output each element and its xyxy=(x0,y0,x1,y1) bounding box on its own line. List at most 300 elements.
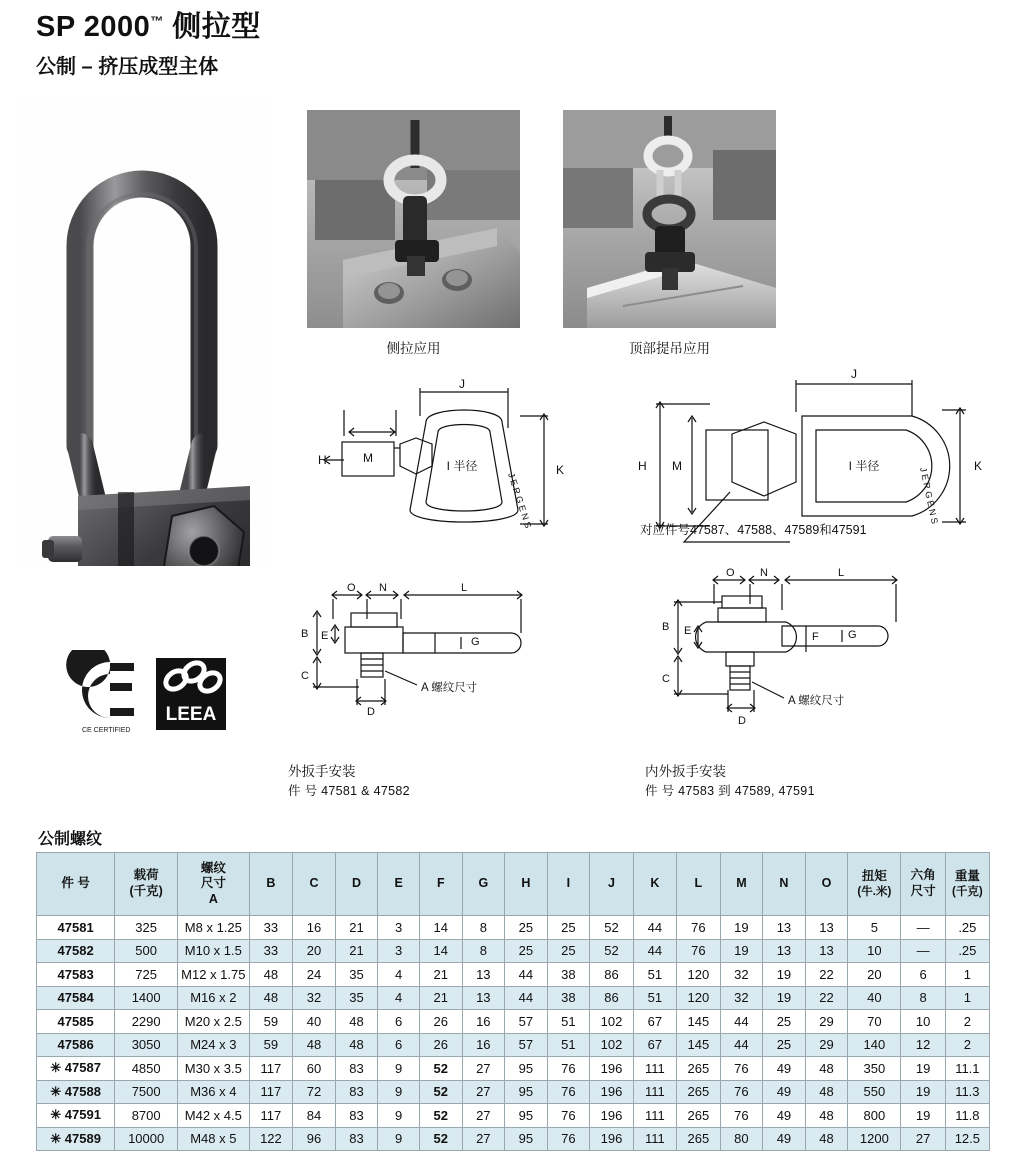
col-header-weight xyxy=(945,853,989,916)
dim-label-F: F xyxy=(812,631,819,643)
col-header-N: N xyxy=(763,853,806,916)
cell-K: 44 xyxy=(633,916,676,940)
col-header-I: I xyxy=(547,853,590,916)
cell-H: 25 xyxy=(505,939,548,963)
cell-E: 9 xyxy=(378,1127,420,1151)
cell-weight: 1 xyxy=(945,963,989,987)
cell-G: 27 xyxy=(462,1104,505,1128)
cell-E: 4 xyxy=(378,963,420,987)
ce-certified-text: CE CERTIFIED xyxy=(82,727,131,734)
diagram-side-view-large xyxy=(610,560,930,730)
application-photo-top-lift xyxy=(563,110,776,328)
cell-H: 44 xyxy=(505,986,548,1010)
cell-J: 86 xyxy=(590,963,634,987)
col-header-C: C xyxy=(293,853,336,916)
cell-L: 120 xyxy=(677,986,721,1010)
dim-label-O: O xyxy=(347,582,356,594)
dim-label-G: G xyxy=(471,636,480,648)
cell-D: 83 xyxy=(335,1104,378,1128)
cell-load: 10000 xyxy=(115,1127,178,1151)
cell-I: 51 xyxy=(547,1010,590,1034)
diagram-caption-left-line1: 外扳手安装 xyxy=(288,764,356,779)
cell-K: 67 xyxy=(633,1033,676,1057)
cell-hex: — xyxy=(901,916,945,940)
cell-N: 49 xyxy=(763,1127,806,1151)
dim-label-L: L xyxy=(838,567,845,579)
cell-O: 29 xyxy=(805,1010,848,1034)
cell-C: 40 xyxy=(293,1010,336,1034)
cell-I: 51 xyxy=(547,1033,590,1057)
cell-D: 48 xyxy=(335,1010,378,1034)
cell-I: 76 xyxy=(547,1080,590,1104)
cell-H: 95 xyxy=(505,1080,548,1104)
cell-part-number: 47586 xyxy=(37,1033,115,1057)
table-row xyxy=(37,1104,990,1128)
cell-F: 14 xyxy=(419,916,462,940)
cell-L: 76 xyxy=(677,916,721,940)
cell-O: 48 xyxy=(805,1127,848,1151)
cell-B: 33 xyxy=(249,916,293,940)
cell-weight: 11.8 xyxy=(945,1104,989,1128)
dim-label-J: J xyxy=(459,377,465,391)
cell-part-number: ✳ 47588 xyxy=(37,1080,115,1104)
cell-G: 16 xyxy=(462,1010,505,1034)
cell-L: 265 xyxy=(677,1104,721,1128)
certification-logos xyxy=(52,650,232,740)
cell-M: 19 xyxy=(720,916,763,940)
cell-load: 1400 xyxy=(115,986,178,1010)
col-header-F: F xyxy=(419,853,462,916)
dim-label-I-radius: I 半径 xyxy=(848,459,880,473)
cell-M: 76 xyxy=(720,1080,763,1104)
table-row xyxy=(37,963,990,987)
cell-N: 13 xyxy=(763,939,806,963)
application-photo-2-caption: 顶部提吊应用 xyxy=(629,341,710,356)
cell-F: 21 xyxy=(419,986,462,1010)
cell-thread: M30 x 3.5 xyxy=(178,1057,250,1081)
cell-G: 27 xyxy=(462,1057,505,1081)
cell-hex: 8 xyxy=(901,986,945,1010)
cell-L: 76 xyxy=(677,939,721,963)
cell-B: 48 xyxy=(249,963,293,987)
product-subtitle: 公制 – 挤压成型主体 xyxy=(36,55,219,78)
col-header-M: M xyxy=(720,853,763,916)
cell-M: 19 xyxy=(720,939,763,963)
cell-load: 7500 xyxy=(115,1080,178,1104)
cell-hex: 10 xyxy=(901,1010,945,1034)
cell-part-number: 47583 xyxy=(37,963,115,987)
cell-N: 25 xyxy=(763,1033,806,1057)
table-row xyxy=(37,916,990,940)
col-header-L: L xyxy=(677,853,721,916)
col-header-thread-l2: 尺寸 xyxy=(200,876,226,891)
dim-label-D: D xyxy=(738,715,746,727)
cell-H: 95 xyxy=(505,1127,548,1151)
cell-N: 25 xyxy=(763,1010,806,1034)
spec-table xyxy=(36,852,990,1151)
cell-F: 21 xyxy=(419,963,462,987)
spec-table-body xyxy=(37,916,990,1151)
dim-label-A-thread: A 螺纹尺寸 xyxy=(788,695,845,707)
cell-L: 265 xyxy=(677,1127,721,1151)
cell-J: 102 xyxy=(590,1010,634,1034)
cell-thread: M12 x 1.75 xyxy=(178,963,250,987)
dim-label-B: B xyxy=(662,621,670,633)
dim-label-N: N xyxy=(379,582,387,594)
dim-label-I-radius: I 半径 xyxy=(446,459,478,473)
cell-O: 13 xyxy=(805,916,848,940)
cell-load: 325 xyxy=(115,916,178,940)
brand-mark-jergens: J E R G E N S xyxy=(918,466,940,525)
application-photo-1-caption: 侧拉应用 xyxy=(386,341,441,356)
cell-M: 76 xyxy=(720,1104,763,1128)
cell-K: 51 xyxy=(633,986,676,1010)
cell-M: 44 xyxy=(720,1010,763,1034)
cell-torque: 10 xyxy=(848,939,901,963)
cell-F: 52 xyxy=(419,1104,462,1128)
cell-N: 19 xyxy=(763,963,806,987)
cell-weight: 1 xyxy=(945,986,989,1010)
dim-label-M: M xyxy=(672,459,682,473)
cell-D: 21 xyxy=(335,939,378,963)
cell-I: 25 xyxy=(547,916,590,940)
dim-label-C: C xyxy=(662,673,670,685)
cell-C: 24 xyxy=(293,963,336,987)
spec-table-wrapper xyxy=(36,852,990,1151)
product-title: SP 2000 xyxy=(36,11,151,43)
col-header-weight-l1: 重量 xyxy=(954,869,980,883)
cell-G: 13 xyxy=(462,963,505,987)
cell-E: 4 xyxy=(378,986,420,1010)
cell-part-number: ✳ 47591 xyxy=(37,1104,115,1128)
cell-F: 26 xyxy=(419,1033,462,1057)
cell-O: 29 xyxy=(805,1033,848,1057)
cell-B: 48 xyxy=(249,986,293,1010)
table-row xyxy=(37,1127,990,1151)
cell-load: 4850 xyxy=(115,1057,178,1081)
cell-E: 3 xyxy=(378,916,420,940)
cell-G: 13 xyxy=(462,986,505,1010)
cell-H: 95 xyxy=(505,1104,548,1128)
cell-N: 49 xyxy=(763,1104,806,1128)
col-header-K: K xyxy=(633,853,676,916)
cell-H: 25 xyxy=(505,916,548,940)
cell-part-number: ✳ 47589 xyxy=(37,1127,115,1151)
cell-J: 196 xyxy=(590,1057,634,1081)
cell-I: 76 xyxy=(547,1104,590,1128)
cell-B: 117 xyxy=(249,1057,293,1081)
cell-weight: .25 xyxy=(945,916,989,940)
cell-K: 51 xyxy=(633,963,676,987)
cell-D: 83 xyxy=(335,1127,378,1151)
cell-J: 102 xyxy=(590,1033,634,1057)
col-header-part-number-l1: 件 号 xyxy=(61,876,90,891)
cell-J: 196 xyxy=(590,1104,634,1128)
cell-thread: M16 x 2 xyxy=(178,986,250,1010)
cell-K: 111 xyxy=(633,1080,676,1104)
cell-O: 48 xyxy=(805,1080,848,1104)
cell-G: 27 xyxy=(462,1127,505,1151)
cell-hex: — xyxy=(901,939,945,963)
cell-weight: 11.1 xyxy=(945,1057,989,1081)
table-row xyxy=(37,1033,990,1057)
col-header-weight-l2: (千克) xyxy=(952,885,983,898)
cell-E: 9 xyxy=(378,1057,420,1081)
cell-hex: 19 xyxy=(901,1080,945,1104)
cell-part-number: 47585 xyxy=(37,1010,115,1034)
cell-C: 48 xyxy=(293,1033,336,1057)
cell-I: 76 xyxy=(547,1057,590,1081)
cell-F: 52 xyxy=(419,1127,462,1151)
cell-E: 9 xyxy=(378,1104,420,1128)
cell-K: 111 xyxy=(633,1127,676,1151)
cell-L: 145 xyxy=(677,1033,721,1057)
table-row xyxy=(37,1057,990,1081)
cell-torque: 550 xyxy=(848,1080,901,1104)
cell-J: 196 xyxy=(590,1080,634,1104)
table-row xyxy=(37,1080,990,1104)
diagram-front-view-small xyxy=(280,370,570,550)
cell-weight: 12.5 xyxy=(945,1127,989,1151)
cell-E: 3 xyxy=(378,939,420,963)
diagram-caption-right-line2: 件 号 47583 到 47589, 47591 xyxy=(645,784,815,799)
diagram-caption-left-line2: 件 号 47581 & 47582 xyxy=(288,784,410,799)
cell-load: 500 xyxy=(115,939,178,963)
cell-H: 57 xyxy=(505,1033,548,1057)
cell-J: 52 xyxy=(590,939,634,963)
application-photo-side-pull xyxy=(307,110,520,328)
cell-load: 2290 xyxy=(115,1010,178,1034)
cell-L: 145 xyxy=(677,1010,721,1034)
cell-D: 35 xyxy=(335,986,378,1010)
cell-torque: 140 xyxy=(848,1033,901,1057)
cell-M: 32 xyxy=(720,963,763,987)
diagram-caption-right-line1: 内外扳手安装 xyxy=(645,764,726,779)
cell-load: 725 xyxy=(115,963,178,987)
col-header-hex-l1: 六角 xyxy=(910,868,936,883)
cell-I: 38 xyxy=(547,963,590,987)
col-header-part-number xyxy=(37,853,115,916)
col-header-thread-size xyxy=(178,853,250,916)
cell-D: 35 xyxy=(335,963,378,987)
cell-B: 122 xyxy=(249,1127,293,1151)
dim-label-A-thread: A 螺纹尺寸 xyxy=(421,682,478,694)
cell-L: 265 xyxy=(677,1057,721,1081)
diagram-caption-right xyxy=(645,762,815,801)
table-row xyxy=(37,986,990,1010)
dim-label-J: J xyxy=(851,367,857,381)
cell-C: 96 xyxy=(293,1127,336,1151)
cell-E: 9 xyxy=(378,1080,420,1104)
cell-J: 52 xyxy=(590,916,634,940)
cell-thread: M8 x 1.25 xyxy=(178,916,250,940)
col-header-O: O xyxy=(805,853,848,916)
col-header-thread-l1: 螺纹 xyxy=(200,860,226,875)
dim-label-E: E xyxy=(684,625,692,637)
cell-L: 120 xyxy=(677,963,721,987)
cell-G: 8 xyxy=(462,916,505,940)
cell-torque: 5 xyxy=(848,916,901,940)
cell-O: 13 xyxy=(805,939,848,963)
cell-torque: 350 xyxy=(848,1057,901,1081)
spec-table-header-row xyxy=(37,853,990,916)
cell-N: 49 xyxy=(763,1080,806,1104)
cell-E: 6 xyxy=(378,1033,420,1057)
table-row xyxy=(37,939,990,963)
brand-mark-jergens: J E R G E N S xyxy=(506,471,534,530)
dim-label-D: D xyxy=(367,706,375,718)
dim-label-N: N xyxy=(760,567,768,579)
col-header-torque xyxy=(848,853,901,916)
cell-weight: .25 xyxy=(945,939,989,963)
spec-table-title: 公制螺纹 xyxy=(38,831,103,848)
cell-N: 19 xyxy=(763,986,806,1010)
cell-B: 33 xyxy=(249,939,293,963)
dim-label-H: H xyxy=(318,453,327,467)
cell-F: 14 xyxy=(419,939,462,963)
leea-logo-text: LEEA xyxy=(165,704,217,725)
cell-L: 265 xyxy=(677,1080,721,1104)
col-header-G: G xyxy=(462,853,505,916)
cell-C: 60 xyxy=(293,1057,336,1081)
col-header-hex-size xyxy=(901,853,945,916)
dim-label-E: E xyxy=(321,630,329,642)
cell-C: 20 xyxy=(293,939,336,963)
cell-K: 111 xyxy=(633,1057,676,1081)
cell-J: 196 xyxy=(590,1127,634,1151)
cell-H: 44 xyxy=(505,963,548,987)
cell-K: 111 xyxy=(633,1104,676,1128)
cell-part-number: 47582 xyxy=(37,939,115,963)
cell-I: 25 xyxy=(547,939,590,963)
col-header-load-l2: (千克) xyxy=(129,884,163,898)
cell-O: 48 xyxy=(805,1057,848,1081)
table-row xyxy=(37,1010,990,1034)
cell-thread: M24 x 3 xyxy=(178,1033,250,1057)
cell-F: 26 xyxy=(419,1010,462,1034)
cell-thread: M42 x 4.5 xyxy=(178,1104,250,1128)
dim-label-M: M xyxy=(363,451,373,465)
product-title-suffix: 侧拉型 xyxy=(172,11,261,43)
cell-C: 84 xyxy=(293,1104,336,1128)
cell-thread: M36 x 4 xyxy=(178,1080,250,1104)
cell-O: 22 xyxy=(805,986,848,1010)
cell-E: 6 xyxy=(378,1010,420,1034)
col-header-load-l1: 载荷 xyxy=(133,868,159,883)
dim-label-C: C xyxy=(301,670,309,682)
col-header-H: H xyxy=(505,853,548,916)
cell-weight: 11.3 xyxy=(945,1080,989,1104)
cell-G: 16 xyxy=(462,1033,505,1057)
diagram-caption-left xyxy=(288,762,410,801)
dim-label-O: O xyxy=(726,567,735,579)
cell-I: 38 xyxy=(547,986,590,1010)
dim-label-G: G xyxy=(848,629,857,641)
col-header-thread-l3: A xyxy=(208,891,218,906)
diagram-side-view-small xyxy=(285,575,575,735)
cell-thread: M48 x 5 xyxy=(178,1127,250,1151)
col-header-torque-l2: (牛.米) xyxy=(857,885,892,898)
cell-weight: 2 xyxy=(945,1033,989,1057)
col-header-B: B xyxy=(249,853,293,916)
col-header-E: E xyxy=(378,853,420,916)
cell-thread: M20 x 2.5 xyxy=(178,1010,250,1034)
cell-G: 8 xyxy=(462,939,505,963)
cell-B: 117 xyxy=(249,1104,293,1128)
cell-load: 3050 xyxy=(115,1033,178,1057)
cell-hex: 12 xyxy=(901,1033,945,1057)
cell-B: 117 xyxy=(249,1080,293,1104)
cell-M: 80 xyxy=(720,1127,763,1151)
dim-label-L: L xyxy=(461,582,468,594)
cell-part-number: 47584 xyxy=(37,986,115,1010)
page-title xyxy=(36,12,261,79)
cell-D: 83 xyxy=(335,1057,378,1081)
title-main-line xyxy=(36,12,261,44)
dim-label-B: B xyxy=(301,628,309,640)
diagram-note-part-numbers: 对应件号47587、47588、47589和47591 xyxy=(640,523,867,537)
cell-D: 83 xyxy=(335,1080,378,1104)
cell-M: 32 xyxy=(720,986,763,1010)
cell-M: 76 xyxy=(720,1057,763,1081)
cell-H: 57 xyxy=(505,1010,548,1034)
cell-K: 67 xyxy=(633,1010,676,1034)
cell-hex: 6 xyxy=(901,963,945,987)
cell-D: 21 xyxy=(335,916,378,940)
col-header-hex-l2: 尺寸 xyxy=(910,884,936,898)
cell-M: 44 xyxy=(720,1033,763,1057)
cell-part-number: 47581 xyxy=(37,916,115,940)
col-header-load xyxy=(115,853,178,916)
cell-part-number: ✳ 47587 xyxy=(37,1057,115,1081)
cell-N: 49 xyxy=(763,1057,806,1081)
cell-O: 48 xyxy=(805,1104,848,1128)
cell-I: 76 xyxy=(547,1127,590,1151)
col-header-D: D xyxy=(335,853,378,916)
cell-K: 44 xyxy=(633,939,676,963)
cell-G: 27 xyxy=(462,1080,505,1104)
cell-D: 48 xyxy=(335,1033,378,1057)
cell-torque: 70 xyxy=(848,1010,901,1034)
cell-F: 52 xyxy=(419,1080,462,1104)
cell-hex: 27 xyxy=(901,1127,945,1151)
spec-table-head xyxy=(37,853,990,916)
dim-label-K: K xyxy=(974,459,983,473)
cell-H: 95 xyxy=(505,1057,548,1081)
cell-torque: 800 xyxy=(848,1104,901,1128)
cell-C: 16 xyxy=(293,916,336,940)
cell-J: 86 xyxy=(590,986,634,1010)
cell-load: 8700 xyxy=(115,1104,178,1128)
cell-weight: 2 xyxy=(945,1010,989,1034)
cell-N: 13 xyxy=(763,916,806,940)
cell-torque: 20 xyxy=(848,963,901,987)
cell-torque: 1200 xyxy=(848,1127,901,1151)
cell-C: 32 xyxy=(293,986,336,1010)
cell-C: 72 xyxy=(293,1080,336,1104)
cell-torque: 40 xyxy=(848,986,901,1010)
hero-product-photo xyxy=(22,96,272,566)
col-header-torque-l1: 扭矩 xyxy=(861,869,887,883)
cell-hex: 19 xyxy=(901,1104,945,1128)
cell-B: 59 xyxy=(249,1010,293,1034)
dim-label-K: K xyxy=(556,463,565,477)
cell-B: 59 xyxy=(249,1033,293,1057)
col-header-J: J xyxy=(590,853,634,916)
cell-O: 22 xyxy=(805,963,848,987)
cell-thread: M10 x 1.5 xyxy=(178,939,250,963)
cell-F: 52 xyxy=(419,1057,462,1081)
